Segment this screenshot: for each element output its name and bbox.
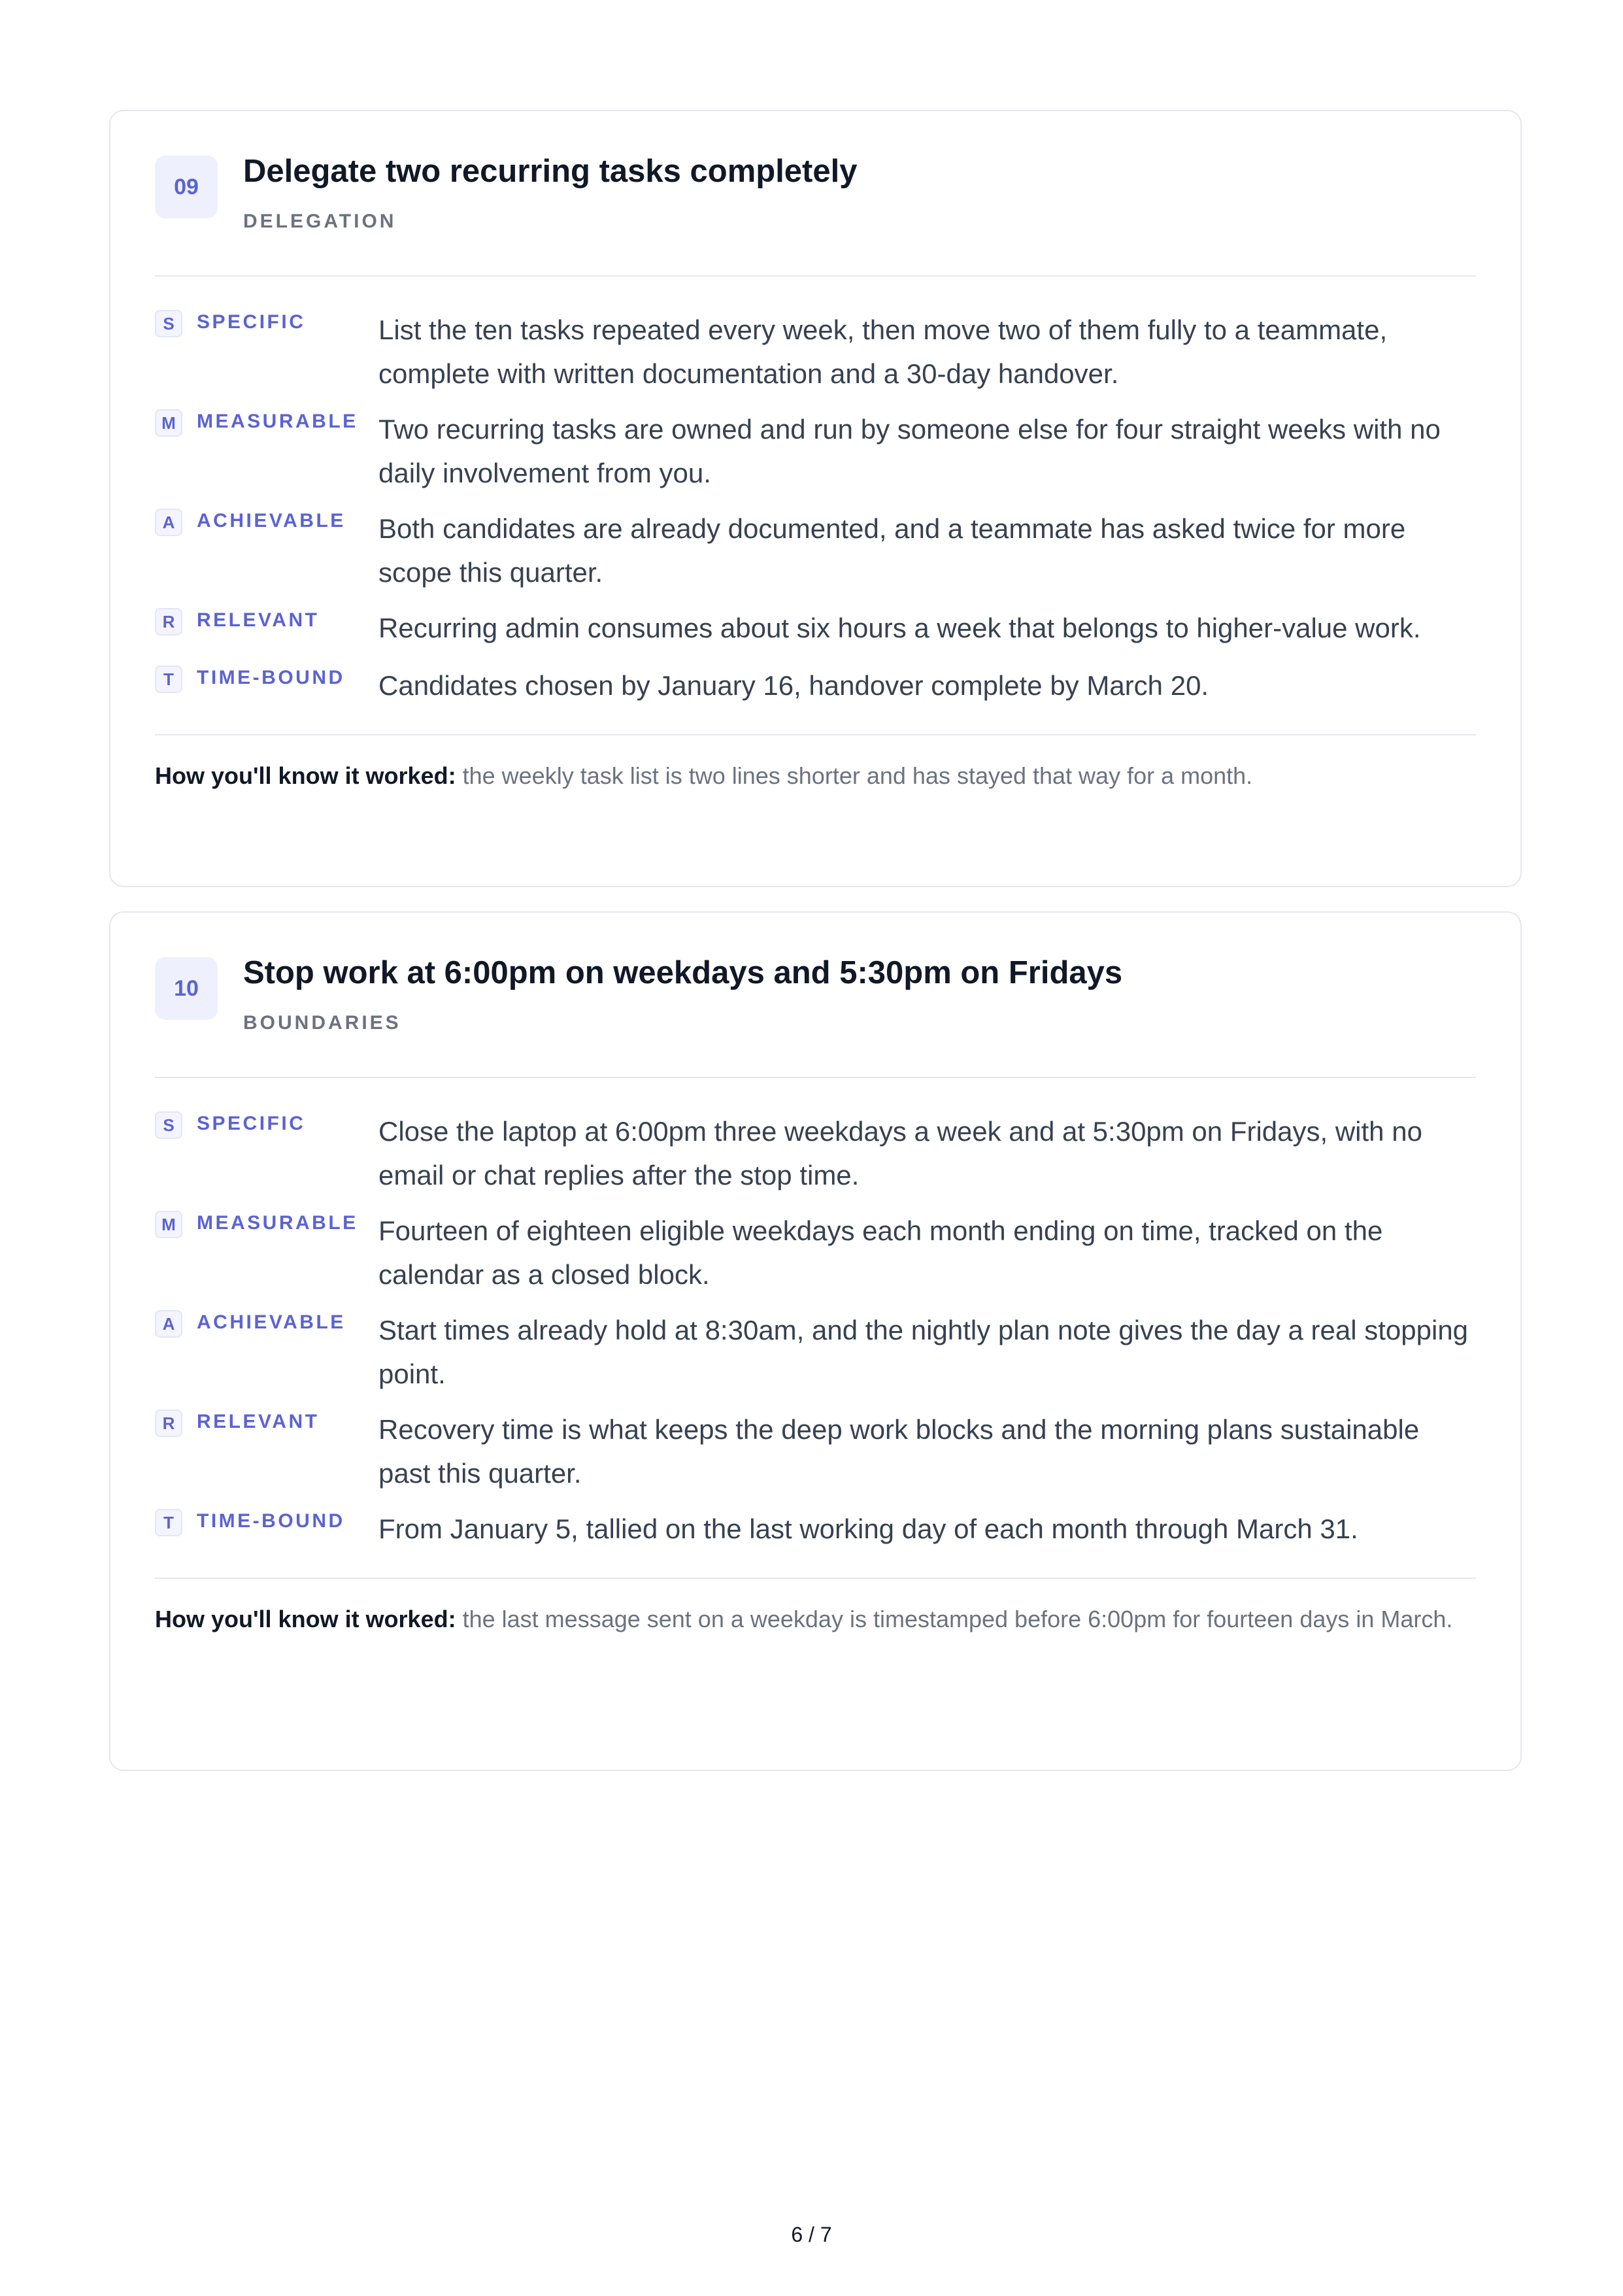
goal-category: DELEGATION [243,211,397,232]
criterion-label: ACHIEVABLE [197,510,346,532]
goal-number-badge: 10 [155,957,218,1020]
criterion-text: Close the laptop at 6:00pm three weekdays a week and at 5:30pm on Fridays, with no email or chat replies after the stop time. [378,1116,1422,1190]
criterion-text: Candidates chosen by January 16, handover complete by March 20. [378,670,1209,701]
criterion-text: Start times already hold at 8:30am, and the nightly plan note gives the day a real stopping point. [378,1315,1469,1389]
criterion-letter-badge: R [155,608,182,635]
goal-category: BOUNDARIES [243,1012,401,1034]
outcome-note [155,1579,1476,1638]
criterion-time-bound [155,664,1476,709]
criterion-letter-badge: A [155,1310,182,1338]
goal-number-badge: 09 [155,156,218,218]
smart-criteria-list [155,1078,1476,1579]
criterion-achievable [155,507,1476,594]
criterion-letter-badge: M [155,409,182,437]
criterion-label: SPECIFIC [197,1113,306,1134]
criterion-label: ACHIEVABLE [197,1311,346,1333]
criterion-text: Recovery time is what keeps the deep work blocks and the morning plans sustainable past this quarter. [378,1414,1420,1489]
criterion-letter-badge: R [155,1410,182,1437]
criterion-measurable [155,1209,1476,1296]
goal-title: Delegate two recurring tasks completely [243,154,858,189]
criterion-letter-badge: M [155,1211,182,1238]
page-indicator: 6 / 7 [791,2223,832,2246]
criterion-letter-badge: T [155,1509,182,1536]
outcome-text: the weekly task list is two lines shorter and has stayed that way for a month. [462,762,1253,789]
criterion-text: Both candidates are already documented, and a teammate has asked twice for more scope this quarter. [378,513,1406,588]
outcome-lead: How you'll know it worked: [155,1606,456,1632]
criterion-label: MEASURABLE [197,411,358,432]
smart-criteria-list [155,277,1476,735]
criterion-measurable [155,407,1476,495]
criterion-time-bound [155,1507,1476,1553]
criterion-specific [155,308,1476,396]
outcome-lead: How you'll know it worked: [155,762,456,789]
criterion-text: Recurring admin consumes about six hours a week that belongs to higher-value work. [378,613,1421,643]
outcome-note [155,735,1476,794]
criterion-letter-badge: A [155,509,182,536]
criterion-relevant [155,606,1476,652]
criterion-text: Fourteen of eighteen eligible weekdays each month ending on time, tracked on the calendar as a closed block. [378,1215,1383,1290]
criterion-label: MEASURABLE [197,1212,358,1234]
outcome-text: the last message sent on a weekday is timestamped before 6:00pm for fourteen days in March. [462,1606,1453,1632]
criterion-label: SPECIFIC [197,311,306,333]
criterion-label: TIME-BOUND [197,667,345,688]
criterion-label: TIME-BOUND [197,1510,345,1532]
criterion-text: From January 5, tallied on the last working day of each month through March 31. [378,1513,1358,1544]
goal-card [109,911,1522,1771]
criterion-letter-badge: S [155,310,182,337]
criterion-specific [155,1109,1476,1197]
criterion-achievable [155,1308,1476,1396]
goal-card [109,110,1522,887]
criterion-text: List the ten tasks repeated every week, then move two of them fully to a teammate, complete with written documentation and a 30-day handover. [378,314,1388,389]
criterion-relevant [155,1408,1476,1495]
criterion-letter-badge: T [155,666,182,693]
criterion-label: RELEVANT [197,1411,320,1432]
criterion-label: RELEVANT [197,609,320,631]
criterion-text: Two recurring tasks are owned and run by someone else for four straight weeks with no daily involvement from you. [378,414,1441,488]
criterion-letter-badge: S [155,1111,182,1139]
goal-title: Stop work at 6:00pm on weekdays and 5:30pm on Fridays [243,955,1123,990]
goal-header [155,957,1476,1078]
goal-header [155,156,1476,277]
